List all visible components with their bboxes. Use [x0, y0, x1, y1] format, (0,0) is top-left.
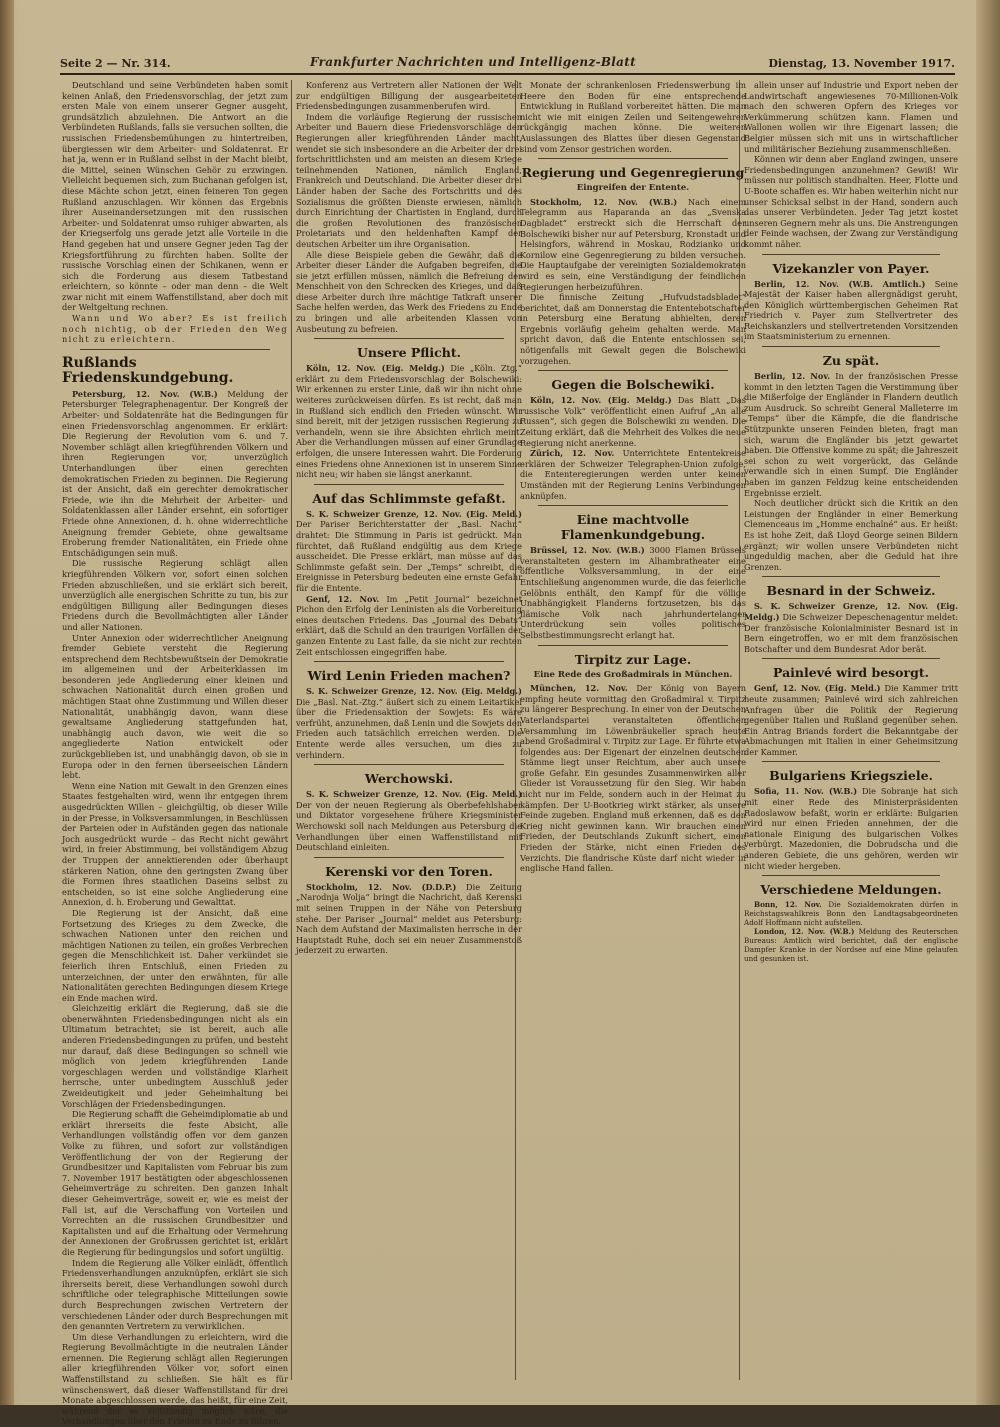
article-paragraph: Um diese Verhandlungen zu erleichtern, wird die Regierung Bevollmächtigte in die neutralen Länder ernennen. Die Regierung schlägt allen Regierungen aller kriegführenden Völker vor, sofort einen Waffenstillstand zu schließen. Sie hält es für wünschenswert, daß dieser Waffenstillstand für drei Monate abgeschlossen werde, das heißt, für eine Zeit, während der es vollständig möglich wäre, die Verhandlungen über den Frieden zu Ende zu führen.: [62, 1331, 288, 1427]
article-paragraph: allein unser auf Industrie und Export neben der Landwirtschaft angewiesenes 70-Millionen-Volk nach den schweren Opfern des Krieges vor Verkümmerung schützen kann. Flamen und Wallonen wollen wir ihre Eigenart lassen; die Belgier müssen sich mit uns in wirtschaftlicher und militärischer Beziehung zusammenschließen.: [744, 80, 958, 154]
headline: Wird Lenin Frieden machen?: [307, 668, 511, 684]
article-text: Die „Basl. Nat.-Ztg.“ äußert sich zu einem Leitartikel über die Friedensaktion der Sowjets: Es wäre verfrüht, anzunehmen, daß Lenin und die Sowjets den Frieden auch tatsächlich erreichen werden. Die Entente werde alles versuchen, um dies zu verhindern.: [296, 696, 522, 760]
article-separator: [538, 645, 728, 646]
dateline: Brüssel, 12. Nov. (W.B.): [530, 545, 645, 556]
article-paragraph: Konferenz aus Vertretern aller Nationen der Welt zur endgültigen Billigung der ausgearbeiteten Friedensbedingungen zusammenberufen wird.: [296, 80, 522, 112]
subheadline: Eingreifen der Entente.: [576, 183, 690, 194]
article-text: Seine Majestät der Kaiser haben allergnädigst geruht, den Königlich württembergischen Geheimen Rat Friedrich v. Payer zum Stellvertreter des Reichskanzlers und stellvertretenden Vorsitzenden im Staatsministerium zu ernennen.: [744, 278, 958, 342]
column-4: [744, 80, 958, 1395]
headline: Unsere Pflicht.: [357, 345, 461, 361]
article-paragraph: Indem die vorläufige Regierung der russischen Arbeiter und Bauern diese Friedensvorschläge den Regierungen aller kriegführenden Länder macht, wendet sie sich insbesondere an die Arbeiter der drei fortschrittlichsten und am meisten an diesem Kriege teilnehmenden Nationen, nämlich England, Frankreich und Deutschland. Die Arbeiter dieser drei Länder haben der Sache des Fortschritts und des Sozialismus die größten Dienste erwiesen, nämlich durch Einrichtung der Chartisten in England, durch die großen Revolutionen des französischen Proletariats und den heldenhaften Kampf der deutschen Arbeiter um ihre Organisation.: [296, 111, 522, 249]
headline: Auf das Schlimmste gefaßt.: [312, 490, 506, 506]
article-paragraph: Wenn eine Nation mit Gewalt in den Grenzen eines Staates festgehalten wird, wenn ihr entgegen ihrem ausgedrückten Willen – gleichgültig, ob dieser Wille in der Presse, in Volksversammlungen, in Beschlüssen der Parteien oder in Aufständen gegen das nationale Joch ausgedrückt wurde – das Recht nicht gewährt wird, in freier Abstimmung, bei vollständigem Abzug der Truppen der annektierenden oder überhaupt stärkeren Nation, ohne den geringsten Zwang über die Formen ihres staatlichen Daseins selbst zu entscheiden, so ist eine solche Angliederung eine Annexion, d. h. Eroberung und Gewalttat.: [62, 780, 288, 908]
dateline: Köln, 12. Nov. (Eig. Meldg.): [530, 395, 672, 406]
article-separator: [762, 254, 940, 255]
dateline: S. K. Schweizer Grenze, 12. Nov. (Eig. Meld.): [306, 789, 522, 800]
dateline: Genf, 12. Nov. (Eig. Meld.): [754, 683, 881, 694]
dateline: Genf, 12. Nov.: [306, 593, 380, 604]
article-paragraph: Indem die Regierung alle Völker einlädt, öffentlich Friedensverhandlungen anzuknüpfen, erklärt sie sich ihrerseits bereit, diese Verhandlungen sowohl durch schriftliche oder telegraphische Mitteilungen sowie durch Besprechungen zwischen Vertretern der verschiedenen Länder oder durch Besprechungen mit den genannten Vertretern zu verwirklichen.: [62, 1257, 288, 1332]
article-text: Die „Köln. Ztg.“ erklärt zu dem Friedensvorschlag der Bolschewiki: Wir erkennen zu erster Linie, daß wir ihn nicht ohne weiteres zurückweisen dürfen. Es ist recht, daß man in Rußland sich endlich den Frieden wünscht. Wir sind bereit, mit der jetzigen russischen Regierung zu verhandeln, wenn sie ihre Absichten ehrlich meint. Aber die Verhandlungen müssen auf einer Grundlage erfolgen, die unsere Interessen wahrt. Die Forderung eines Friedens ohne Annexionen ist in unserem Sinne nicht neu; wir haben sie längst anerkannt.: [296, 363, 522, 480]
article-text: 3000 Flamen Brüssels veranstalteten gestern im Alhambratheater eine öffentliche Volksversammlung, in der eine Entschließung angenommen wurde, die das feierliche Gelöbnis enthält, den Kampf für die völlige Unabhängigkeit Flanderns fortzusetzen, bis das flämische Volk nach jahrhundertelanger Unterdrückung sein volles politisches Selbstbestimmungsrecht erlangt hat.: [520, 545, 747, 640]
page-number: Seite 2 — Nr. 314.: [60, 57, 171, 70]
dateline: Bonn, 12. Nov.: [754, 900, 822, 910]
article-text: Die Sobranje hat sich mit einer Rede des Ministerpräsidenten Radoslawow befaßt, worin er erklärte: Bulgarien wird nur einen Frieden annehmen, der die nationale Einigung des bulgarischen Volkes verbürgt. Mazedonien, die Dobrudscha und die anderen Gebiete, die uns gehören, werden wir nicht wieder hergeben.: [744, 786, 958, 871]
headline: Rußlands Friedenskundgebung.: [62, 354, 234, 386]
article-separator: [762, 658, 940, 659]
article-paragraph: Monate der schrankenlosen Friedenswerbung im Heere den Boden für eine entsprechende Entwicklung in Rußland vorbereitet hätten. Die man nicht wie mit einigen Zeilen und Seitengewehren rückgängig machen könne. Die weiteren Auslassungen des Blattes über diesen Gegenstand sind vom Zensor gestrichen worden.: [520, 80, 746, 154]
dateline: Berlin, 12. Nov.: [754, 371, 831, 382]
headline: Painlevé wird besorgt.: [773, 665, 929, 681]
article-separator: [314, 661, 504, 662]
headline: Eine machtvolle Flamenkundgebung.: [560, 512, 706, 543]
dateline: Köln, 12. Nov. (Eig. Meldg.): [306, 363, 445, 374]
article-text: Nach einem Telegramm aus Haparanda an das „Svenska Dagbladet“ erstreckt sich die Herrschaft der Bolschewiki bisher nur auf Petersburg, Kronstadt und Helsingfors, während in Moskau, Rodzianko und Kornilow eine Gegenregierung zu bilden versuchen. Die Hauptaufgabe der vereinigten Sozialdemokraten wird es sein, eine Verständigung der feindlichen Regierungen herbeizuführen.: [520, 196, 746, 292]
dateline: Zürich, 12. Nov.: [530, 448, 615, 459]
article-paragraph: Die Regierung schafft die Geheimdiplomatie ab und erklärt ihrerseits die feste Absicht, alle Verhandlungen vollständig offen vor dem ganzen Volke zu führen, und sofort zur vollständigen Veröffentlichung der von der Regierung der Grundbesitzer und Kapitalisten vom Februar bis zum 7. November 1917 bestätigten oder abgeschlossenen Geheimverträge zu schreiten. Den ganzen Inhalt dieser Geheimverträge, soweit er, wie es meist der Fall ist, auf die Verschaffung von Vorteilen und Vorrechten an die russischen Grundbesitzer und Kapitalisten und auf die Erhaltung oder Vermehrung der Annexionen der Großrussen gerichtet ist, erklärt die Regierung für bedingungslos und sofort ungültig.: [62, 1109, 288, 1257]
article-paragraph: Deutschland und seine Verbündeten haben somit keinen Anlaß, den Friedensvorschlag, der jetzt zum ersten Male von einem unserer Gegner ausgeht, grundsätzlich abzulehnen. Die Antwort an die Verbündeten Rußlands, falls sie versuchen sollten, die russischen Friedensbemühungen zu hintertreiben, übergiessen wir dem Arbeiter- und Soldatenrat. Er hat ja, wenn er in Rußland selbst in der Macht bleibt, die Mittel, seinen Wünschen Gehör zu erzwingen. Vielleicht bequemen sich, zum Buchanan gefolgen ist, diese Mächte schon jetzt, einen feineren Ton gegen Rußland anzuschlagen. Wir können das Ergebnis ihrer Auseinandersetzungen mit den russischen Arbeiter- und Soldatenrat umso ruhiger abwarten, als der Kriegserfolg uns gerade jetzt alle Vorteile in die Hand gegeben hat und unsere Gegner jeden Tag der Kriegsfortführung zu fürchten haben. Sollte der russische Vorschlag einen der Schikanen, wenn er sich die Forderung aus diesem Tatbestand erleichtern, so könnte – oder man denn – die Welt zwar nicht mit einem Waffenstillstand, aber doch mit der Weltgeltung rechnen.: [62, 80, 288, 313]
article-text: Die Sozialdemokraten dürfen in Reichstagswahlkreis Bonn den Landtagsabgeordneten Adolf Hoffmann nicht aufstellen.: [744, 900, 958, 928]
article-text: Die Kammer tritt heute zusammen; Painlevé wird sich zahlreichen Anfragen über die Politik der Regierung gegenüber Italien und Rußland gegenüber sehen. Ein Antrag Briands fordert die Bekanntgabe der Abmachungen mit Italien in einer Geheimsitzung der Kammer.: [744, 683, 958, 757]
article-separator: [762, 761, 940, 762]
header-rule: [60, 73, 955, 75]
article-paragraph: Gleichzeitig erklärt die Regierung, daß sie die obenerwähnten Friedensbedingungen nicht als ein Ultimatum betrachtet; sie ist bereit, auch alle anderen Friedensbedingungen zu prüfen, und besteht nur darauf, daß diese Bedingungen so schnell wie möglich von jedem kriegführenden Lande vorgeschlagen werden und vollständige Klarheit herrsche, unter unbedingtem Ausschluß jeder Zweideutigkeit und jeder Geheimhaltung bei Vorschlägen der Friedensbedingungen.: [62, 1003, 288, 1109]
page-binding-edge: [0, 0, 14, 1405]
column-1: [62, 80, 288, 1427]
headline: Besnard in der Schweiz.: [766, 583, 936, 599]
headline: Zu spät.: [822, 353, 880, 369]
headline: Gegen die Bolschewiki.: [551, 377, 715, 393]
article-separator: [314, 764, 504, 765]
dateline: Stockholm, 12. Nov. (W.B.): [530, 196, 678, 207]
article-text: Der von der neuen Regierung als Oberbefehlshaber und Diktator vorgesehene frühere Kriegsminister Werchowski soll nach Meldungen aus Petersburg die Verhandlungen über einen Waffenstillstand mit Deutschland einleiten.: [296, 799, 522, 853]
article-paragraph: Können wir denn aber England zwingen, unsere Friedensbedingungen anzunehmen? Gewiß! Wir müssen nur politisch standhalten. Heer, Flotte und U-Boote schaffen es. Wir haben weiterhin nicht nur unser Schicksal selbst in der Hand, sondern auch das unserer Verbündeten. Jeder Tag jetzt kostet unseren Gegnern mehr als uns. Die Anstrengungen der Feinde wachsen, der Zwang zur Verständigung kommt näher.: [744, 154, 958, 249]
article-separator: [538, 505, 728, 506]
article-separator: [762, 875, 940, 876]
article-text: Der König von Bayern empfing heute vormittag den Großadmiral v. Tirpitz zu längerer Besprechung. In einer von der Deutschen Vaterlandspartei veranstalteten öffentlichen Versammlung im Löwenbräukeller sprach heute abend Großadmiral v. Tirpitz zur Lage. Er führte etwa folgendes aus: Der Eigenart der einzelnen deutschen Stämme liegt unser Reichtum, aber auch unsere große Gefahr. Ein gesundes Zusammenwirken aller Glieder ist Voraussetzung für den Sieg. Wir haben nicht nur im Felde, sondern auch in der Heimat zu kämpfen. Der U-Bootkrieg wirkt stärker, als unsere Feinde zugeben. England muß erkennen, daß es den Krieg nicht gewinnen kann. Wir brauchen einen Frieden, der Deutschlands Zukunft sichert, einen Frieden der Stärke, nicht einen Frieden des Verzichts. Die flandrische Küste darf nicht wieder in englische Hand fallen.: [520, 683, 746, 874]
article-text: Unterrichtete Ententekreise erklären der Schweizer Telegraphen-Union zufolge, die Ententeregierungen werden unter keinen Umständen mit der Regierung Lenins Verbindungen anknüpfen.: [520, 448, 746, 501]
headline: Tirpitz zur Lage.: [574, 651, 692, 667]
masthead-title: Frankfurter Nachrichten und Intelligenz-Blatt: [310, 55, 636, 69]
dateline: München, 12. Nov.: [530, 683, 628, 694]
headline: Werchowski.: [364, 771, 454, 787]
dateline: Petersburg, 12. Nov. (W.B.): [72, 388, 218, 399]
article-text: Die Zeitung „Narodnja Wolja“ bringt die Nachricht, daß Kerenski mit seinen Truppen in der Nähe von Petersburg stehe. Der Pariser „Journal“ meldet aus Petersburg: Nach dem Aufstand der Maximalisten herrsche in der Hauptstadt Ruhe, doch sei ein neuer Zusammenstoß jederzeit zu erwarten.: [296, 881, 522, 956]
article-separator: [762, 346, 940, 347]
article-paragraph: Alle diese Beispiele geben die Gewähr, daß die Arbeiter dieser Länder die Aufgaben begreifen, die sie jetzt erfüllen müssen, nämlich die Befreiung der Menschheit von den Schrecken des Krieges, und daß diese Arbeiter durch ihre mächtige Tatkraft unserer Sache helfen werden, das Werk des Friedens zu Ende zu bringen und alle arbeitenden Klassen von Ausbeutung zu befreien.: [296, 249, 522, 334]
dateline: S. K. Schweizer Grenze, 12. Nov. (Eig. Meld.): [306, 508, 522, 519]
article-separator: [314, 338, 504, 339]
article-separator: [538, 158, 728, 159]
dateline: S. K. Schweizer Grenze, 12. Nov. (Eig. Meldg.): [744, 601, 958, 622]
article-text: Meldung der Petersburger Telegraphenagentur. Der Kongreß der Arbeiter- und Soldatenräte hat die Bedingungen für einen Friedensvorschlag angenommen. Er erklärt: Die Regierung der Revolution vom 6. und 7. November schlägt allen kriegführenden Völkern und ihren Regierungen vor, unverzüglich Unterhandlungen über einen gerechten demokratischen Frieden zu beginnen. Die Regierung ist der Ansicht, daß ein gerechter demokratischer Friede, wie ihn die Mehrheit der Arbeiter- und Soldatenklassen aller Länder ersehnt, ein sofortiger Friede ohne Annexionen, d. h. ohne widerrechtliche Aneignung fremder Gebiete, ohne gewaltsame Eroberung fremder Nationalitäten, ein Friede ohne Entschädigungen sein muß.: [62, 388, 288, 558]
article-separator: [762, 576, 940, 577]
article-text: Der Pariser Berichterstatter der „Basl. Nachr.“ drahtet: Die Stimmung in Paris ist gedrückt. Man fürchtet, daß Rußland endgültig aus dem Kriege ausscheidet. Die Presse erklärt, man müsse auf das Schlimmste gefaßt sein. Der „Temps“ schreibt, die Ereignisse in Petersburg bedeuten eine ernste Gefahr für die Entente.: [296, 519, 522, 593]
article-text: Meldung des Reuterschen Bureaus: Amtlich wird berichtet, daß der englische Dampfer Kranke in der Nordsee auf eine Mine gelaufen und gesunken ist.: [744, 927, 958, 964]
article-text: Die Schweizer Depeschenagentur meldet: Der französische Kolonialminister Besnard ist in Bern eingetroffen, wo er mit dem französischen Botschafter und dem Bundesrat Ador berät.: [744, 611, 959, 654]
article-paragraph: Die finnische Zeitung „Hufvudstadsbladet“ berichtet, daß am Donnerstag die Ententebotschafter in Petersburg eine Beratung abhielten, deren Ergebnis vorläufig geheim gehalten werde. Man spricht davon, daß die Entente entschlossen sei, nötigenfalls mit Gewalt gegen die Bolschewiki vorzugehen.: [520, 292, 746, 366]
headline: Bulgariens Kriegsziele.: [769, 768, 933, 784]
column-2: [296, 80, 522, 1395]
article-text: Im „Petit Journal“ bezeichnet Pichon den Erfolg der Leninisten als die Vorbereitung eines deutschen Friedens. Das „Journal des Debats“ erklärt, daß die Schuld an den traurigen Vorfällen der ganzen Entente zu Last falle, da sie nicht zur rechten Zeit entschlossen eingegriffen habe.: [296, 593, 522, 657]
dateline: Stockholm, 12. Nov. (D.D.P.): [306, 881, 457, 892]
article-paragraph: Wann und Wo aber? Es ist freilich noch nichtig, ob der Frieden den Weg nicht zu erleichtern.: [62, 313, 288, 345]
article-paragraph: Die russische Regierung schlägt allen kriegführenden Völkern vor, sofort einen solchen Frieden abzuschließen, und sie erklärt sich bereit, unverzüglich alle energischen Schritte zu tun, bis zur endgültigen Billigung aller Bedingungen dieses Friedens durch die Bevollmächtigten aller Länder und aller Nationen.: [62, 558, 288, 632]
article-text: Das Blatt „Das russische Volk“ veröffentlicht einen Aufruf „An alle Russen“, sich gegen die Bolschewiki zu wenden. Die Zeitung erklärt, daß die Mehrheit des Volkes die neue Regierung nicht anerkenne.: [520, 395, 746, 448]
dateline: London, 12. Nov. (W.B.): [754, 927, 855, 937]
article-paragraph: Unter Annexion oder widerrechtlicher Aneignung fremder Gebiete versteht die Regierung entsprechend dem Rechtsbewußtsein der Demokratie im allgemeinen und der Arbeiterklassen im besonderen jede Angliederung einer kleinen und schwachen Nationalität durch einen großen und mächtigen Staat ohne Zustimmung und Willen dieser Nationalität, unabhängig davon, wann diese gewaltsame Angliederung stattgefunden hat, unabhängig auch davon, wie weit die so angegliederte Nation entwickelt oder zurückgeblieben ist, und unabhängig davon, ob sie in Europa oder in den fernen überseeischen Ländern lebt.: [62, 632, 288, 781]
column-divider: [291, 80, 292, 1380]
dateline: Berlin, 12. Nov. (W.B. Amtlich.): [754, 278, 926, 289]
issue-date: Dienstag, 13. November 1917.: [768, 57, 955, 70]
headline: Kerenski vor den Toren.: [325, 863, 493, 879]
article-paragraph: Noch deutlicher drückt sich die Kritik an den Leistungen der Engländer in einer Bemerkung Clemenceaus im „Homme enchaîné“ aus. Er heißt: Es ist hohe Zeit, daß Lloyd George seinen Bildern ergänzt; wir wollen unsere Verbündeten nicht ungeduldig machen, aber die Geduld hat ihre Grenzen.: [744, 498, 958, 572]
column-3: [520, 80, 746, 1395]
article-text: In der französischen Presse kommt in den letzten Tagen die Verstimmung über die Mißerfolge der Engländer in Flandern deutlich zum Ausdruck. So schreibt General Malleterre im „Temps“ über die Kämpfe, die die flandrische Stützpunkte unseren Feinden bieten, fragt man sich, warum die Engländer bis jetzt gewartet haben. Die Offensive komme zu spät; die Jahreszeit sei schon zu weit vorgerückt, das Gelände verwandle sich in einen Sumpf. Die Engländer haben im ganzen Feldzug keine entscheidenden Ergebnisse erzielt.: [744, 371, 959, 498]
headline: Regierung und Gegenregierung: [521, 165, 745, 181]
page-right-edge: [976, 0, 1000, 1405]
page-header: [60, 55, 955, 71]
article-separator: [314, 857, 504, 858]
headline: Verschiedene Meldungen.: [760, 882, 942, 898]
article-paragraph: Die Regierung ist der Ansicht, daß eine Fortsetzung des Krieges zu dem Zwecke, die schwachen Nationen unter den reichen und mächtigen Nationen zu teilen, ein großes Verbrechen gegen die Menschlichkeit ist. Daher verkündet sie feierlich ihren Entschluß, einen Frieden zu unterzeichnen, der unter den erwähnten, für alle Nationalitäten gerechten Bedingungen diesem Kriege ein Ende machen wird.: [62, 907, 288, 1003]
dateline: Sofia, 11. Nov. (W.B.): [754, 786, 858, 797]
article-separator: [538, 370, 728, 371]
subheadline: Eine Rede des Großadmirals in München.: [533, 669, 733, 680]
headline: Vizekanzler von Payer.: [772, 260, 930, 276]
article-separator: [314, 484, 504, 485]
dateline: S. K. Schweizer Grenze, 12. Nov. (Eig. Meldg.): [306, 686, 522, 697]
article-separator: [80, 349, 270, 350]
